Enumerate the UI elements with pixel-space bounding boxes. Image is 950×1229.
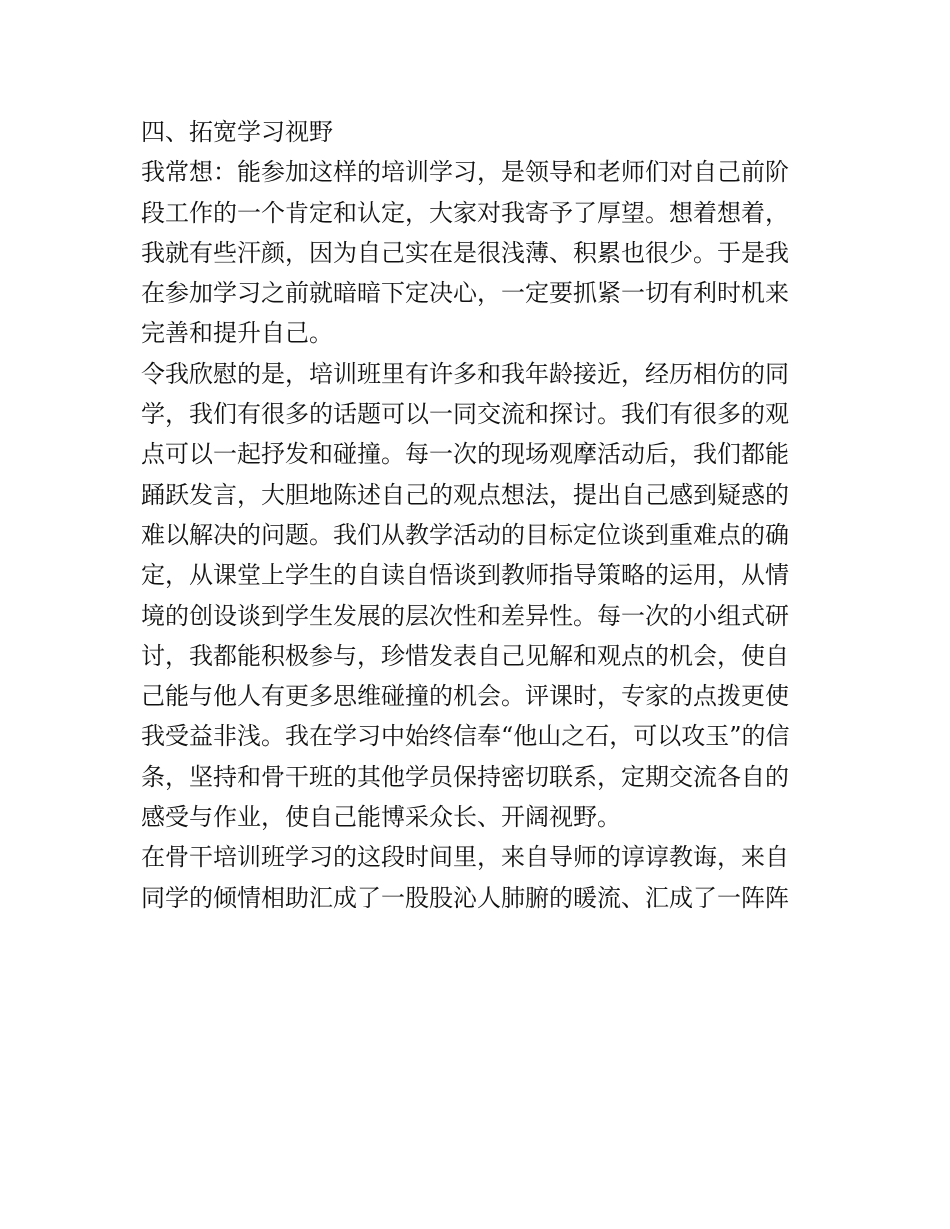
text-line: 段工作的一个肯定和认定，大家对我寄予了厚望。想着想着， — [141, 198, 789, 227]
paragraph-1 — [141, 152, 813, 353]
paragraph-2 — [141, 354, 813, 838]
text-line: 完善和提升自己。 — [141, 319, 333, 348]
text-line: 境的创设谈到学生发展的层次性和差异性。每一次的小组式研 — [141, 601, 789, 630]
text-line: 在骨干培训班学习的这段时间里，来自导师的谆谆教诲，来自 — [141, 843, 789, 872]
text-line: 同学的倾情相助汇成了一股股沁人肺腑的暖流、汇成了一阵阵 — [141, 883, 789, 912]
text-line: 令我欣慰的是，培训班里有许多和我年龄接近，经历相仿的同 — [141, 359, 789, 388]
text-line: 我受益非浅。我在学习中始终信奉“他山之石，可以攻玉”的信 — [141, 722, 790, 751]
text-line: 感受与作业，使自己能博采众长、开阔视野。 — [141, 803, 621, 832]
text-line: 我常想：能参加这样的培训学习，是领导和老师们对自己前阶 — [141, 158, 789, 187]
section-heading: 四、拓宽学习视野 — [141, 118, 333, 146]
text-line: 学，我们有很多的话题可以一同交流和探讨。我们有很多的观 — [141, 400, 789, 429]
text-line: 己能与他人有更多思维碰撞的机会。评课时，专家的点拨更使 — [141, 682, 789, 711]
text-line: 讨，我都能积极参与，珍惜发表自己见解和观点的机会，使自 — [141, 641, 789, 670]
paragraph-3 — [141, 837, 813, 918]
document-body — [141, 112, 813, 918]
text-line: 我就有些汗颜，因为自己实在是很浅薄、积累也很少。于是我 — [141, 238, 789, 267]
text-line: 条，坚持和骨干班的其他学员保持密切联系，定期交流各自的 — [141, 762, 789, 791]
text-line: 定，从课堂上学生的自读自悟谈到教师指导策略的运用，从情 — [141, 561, 789, 590]
text-line: 踊跃发言，大胆地陈述自己的观点想法，提出自己感到疑惑的 — [141, 480, 789, 509]
text-line: 点可以一起抒发和碰撞。每一次的现场观摩活动后，我们都能 — [141, 440, 789, 469]
text-line: 在参加学习之前就暗暗下定决心，一定要抓紧一切有利时机来 — [141, 279, 789, 308]
text-line: 难以解决的问题。我们从教学活动的目标定位谈到重难点的确 — [141, 520, 789, 549]
